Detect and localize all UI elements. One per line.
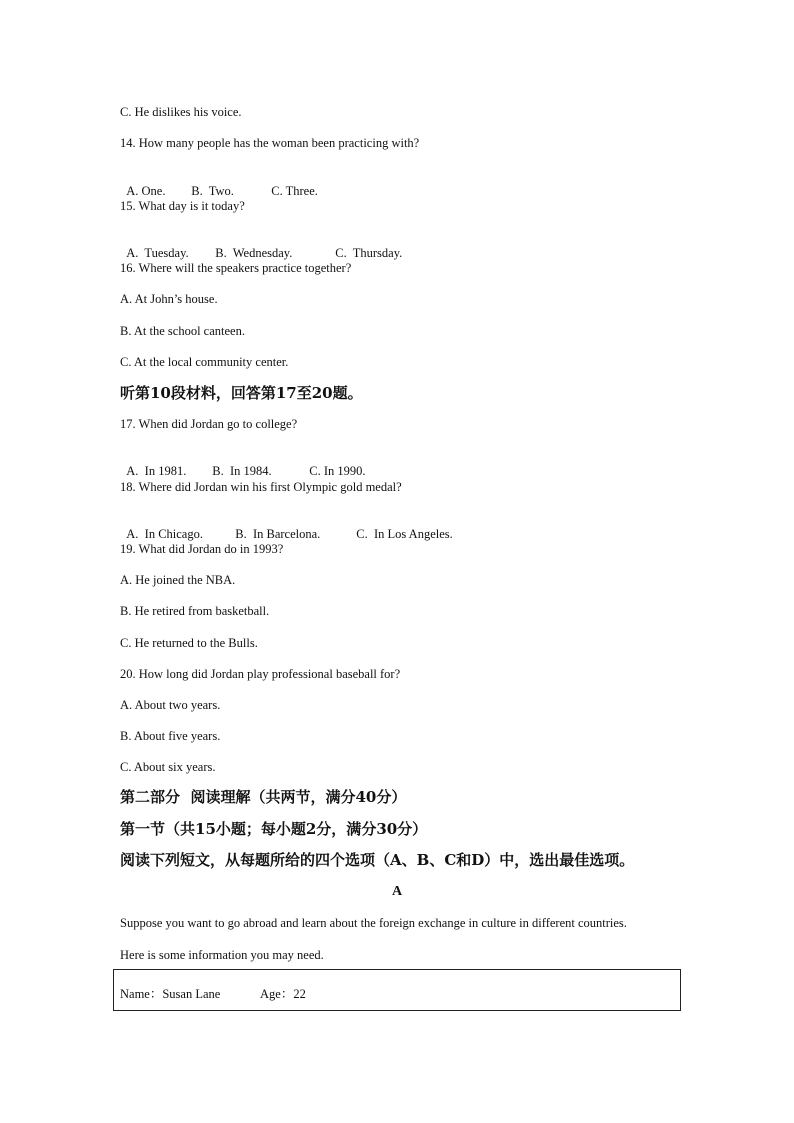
q19-question: 19. What did Jordan do in 1993?: [120, 542, 284, 556]
q15-options: [120, 229, 402, 261]
section10-heading: 听第10段材料，回答第17至20题。: [120, 384, 363, 402]
q18-options: [120, 510, 453, 542]
passage-label: A: [391, 884, 403, 899]
q17-option-b: B. In 1984.: [212, 464, 272, 478]
q13-option-c: C. He dislikes his voice.: [120, 105, 242, 119]
q20-option-a: A. About two years.: [120, 698, 221, 712]
info-age: Age：22: [260, 987, 306, 1001]
q16-option-c: C. At the local community center.: [120, 355, 289, 369]
q20-option-b: B. About five years.: [120, 729, 221, 743]
q15-option-c: C. Thursday.: [335, 246, 403, 260]
part2-section1: 第一节（共15小题；每小题2分，满分30分）: [120, 820, 428, 838]
q14-options: [120, 167, 318, 199]
q15-question: 15. What day is it today?: [120, 199, 245, 213]
q18-option-c: C. In Los Angeles.: [356, 527, 453, 541]
info-table: [113, 969, 681, 1011]
q15-option-b: B. Wednesday.: [215, 246, 293, 260]
q18-option-a: A. In Chicago.: [126, 527, 203, 541]
passage-intro-1: Suppose you want to go abroad and learn about the foreign exchange in culture in different countries.: [120, 916, 627, 930]
q19-option-b: B. He retired from basketball.: [120, 604, 270, 618]
q16-option-a: A. At John’s house.: [120, 292, 218, 306]
q14-option-b: B. Two.: [191, 184, 234, 198]
q20-option-c: C. About six years.: [120, 760, 216, 774]
q14-option-a: A. One.: [126, 184, 166, 198]
passage-intro-2: Here is some information you may need.: [120, 948, 324, 962]
q18-question: 18. Where did Jordan win his first Olympic gold medal?: [120, 480, 402, 494]
q17-option-a: A. In 1981.: [126, 464, 187, 478]
q17-option-c: C. In 1990.: [309, 464, 366, 478]
q19-option-a: A. He joined the NBA.: [120, 573, 236, 587]
q19-option-c: C. He returned to the Bulls.: [120, 636, 258, 650]
q18-option-b: B. In Barcelona.: [235, 527, 321, 541]
q14-option-c: C. Three.: [271, 184, 318, 198]
part2-instructions: 阅读下列短文，从每题所给的四个选项（A、B、C和D）中，选出最佳选项。: [120, 851, 635, 869]
q17-options: [120, 447, 366, 479]
q16-question: 16. Where will the speakers practice together?: [120, 261, 352, 275]
q17-question: 17. When did Jordan go to college?: [120, 417, 298, 431]
q15-option-a: A. Tuesday.: [126, 246, 189, 260]
q20-question: 20. How long did Jordan play professional baseball for?: [120, 667, 401, 681]
info-name: Name：Susan Lane: [120, 987, 221, 1001]
q16-option-b: B. At the school canteen.: [120, 324, 245, 338]
q14-question: 14. How many people has the woman been practicing with?: [120, 136, 420, 150]
part2-title: 第二部分 阅读理解（共两节，满分40分）: [120, 788, 407, 806]
